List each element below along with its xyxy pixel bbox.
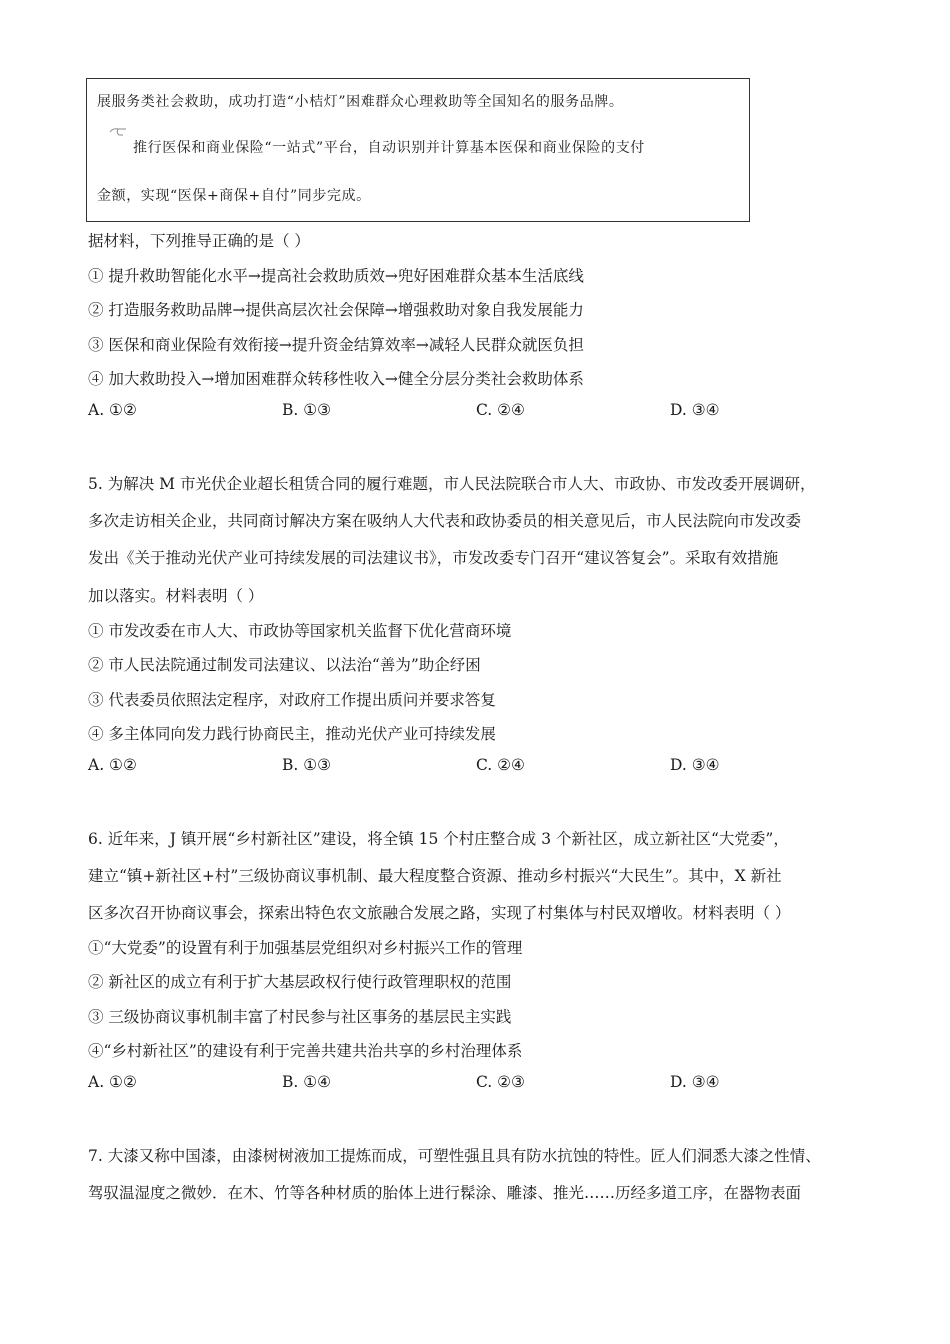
material-line-2: 推行医保和商业保险“一站式”平台，自动识别并计算基本医保和商业保险的支付 (133, 140, 645, 156)
q5-line-3: 发出《关于推动光伏产业可持续发展的司法建议书》，市发改委专门召开“建议答复会”。采取有效措施 (88, 549, 779, 567)
q6-option-d[interactable]: D. ③④ (670, 1073, 720, 1091)
q6-line-2: 建立“镇+新社区+村”三级协商议事机制、最大程度整合资源、推动乡村振兴“大民生”。其中，X 新社 (88, 867, 782, 885)
material-line-3: 金额，实现“医保+商保+自付”同步完成。 (97, 188, 371, 204)
q6-option-a[interactable]: A. ①② (88, 1073, 137, 1091)
q6-statement-1: ①“大党委”的设置有利于加强基层党组织对乡村振兴工作的管理 (88, 939, 523, 957)
q6-statement-2: ② 新社区的成立有利于扩大基层政权行使行政管理职权的范围 (88, 973, 512, 991)
q4-option-d[interactable]: D. ③④ (670, 401, 720, 419)
q6-statement-3: ③ 三级协商议事机制丰富了村民参与社区事务的基层民主实践 (88, 1008, 512, 1026)
q5-option-d[interactable]: D. ③④ (670, 756, 720, 774)
q4-statement-1: ① 提升救助智能化水平→提高社会救助质效→兜好困难群众基本生活底线 (88, 267, 584, 285)
q5-line-2: 多次走访相关企业，共同商讨解决方案在吸纳人大代表和政协委员的相关意见后，市人民法院向市发改委 (88, 512, 802, 530)
q7-line-1: 7. 大漆又称中国漆，由漆树树液加工提炼而成，可塑性强且具有防水抗蚀的特性。匠人们洞悉大漆之性情、 (88, 1147, 821, 1165)
q4-options (88, 401, 848, 423)
q6-line-1: 6. 近年来，J 镇开展“乡村新社区”建设，将全镇 15 个村庄整合成 3 个新社区，成立新社区“大党委”， (88, 830, 789, 848)
q4-stem: 据材料，下列推导正确的是（ ） (88, 232, 310, 250)
q6-line-3: 区多次召开协商议事会，探索出特色农文旅融合发展之路，实现了村集体与村民双增收。材料表明（ ） (88, 904, 791, 922)
q4-option-b[interactable]: B. ①③ (282, 401, 332, 419)
q5-statement-2: ② 市人民法院通过制发司法建议、以法治“善为”助企纾困 (88, 656, 481, 674)
q4-statement-3: ③ 医保和商业保险有效衔接→提升资金结算效率→减轻人民群众就医负担 (88, 336, 584, 354)
material-line-1: 展服务类社会救助，成功打造“小桔灯”困难群众心理救助等全国知名的服务品牌。 (97, 94, 624, 110)
q5-option-b[interactable]: B. ①③ (282, 756, 332, 774)
q4-statement-2: ② 打造服务救助品牌→提供高层次社会保障→增强救助对象自我发展能力 (88, 301, 584, 319)
q7-line-2: 驾驭温湿度之微妙．在木、竹等各种材质的胎体上进行髹涂、雕漆、推光……历经多道工序，在器物表面 (88, 1184, 802, 1202)
pointing-hand-icon (109, 127, 127, 137)
q6-statement-4: ④“乡村新社区”的建设有利于完善共建共治共享的乡村治理体系 (88, 1042, 523, 1060)
q6-option-c[interactable]: C. ②③ (476, 1073, 525, 1091)
q4-option-c[interactable]: C. ②④ (476, 401, 525, 419)
q6-option-b[interactable]: B. ①④ (282, 1073, 332, 1091)
q5-line-4: 加以落实。材料表明（ ） (88, 587, 264, 605)
material-box (86, 78, 750, 222)
q5-statement-1: ① 市发改委在市人大、市政协等国家机关监督下优化营商环境 (88, 622, 512, 640)
q4-option-a[interactable]: A. ①② (88, 401, 137, 419)
q5-option-c[interactable]: C. ②④ (476, 756, 525, 774)
q5-line-1: 5. 为解决 M 市光伏企业超长租赁合同的履行难题，市人民法院联合市人大、市政协、市发改委开展调研， (88, 475, 816, 493)
q4-statement-4: ④ 加大救助投入→增加困难群众转移性收入→健全分层分类社会救助体系 (88, 370, 584, 388)
q5-option-a[interactable]: A. ①② (88, 756, 137, 774)
q6-options (88, 1073, 848, 1095)
q5-options (88, 756, 848, 778)
q5-statement-3: ③ 代表委员依照法定程序，对政府工作提出质问并要求答复 (88, 691, 496, 709)
q5-statement-4: ④ 多主体同向发力践行协商民主，推动光伏产业可持续发展 (88, 725, 496, 743)
